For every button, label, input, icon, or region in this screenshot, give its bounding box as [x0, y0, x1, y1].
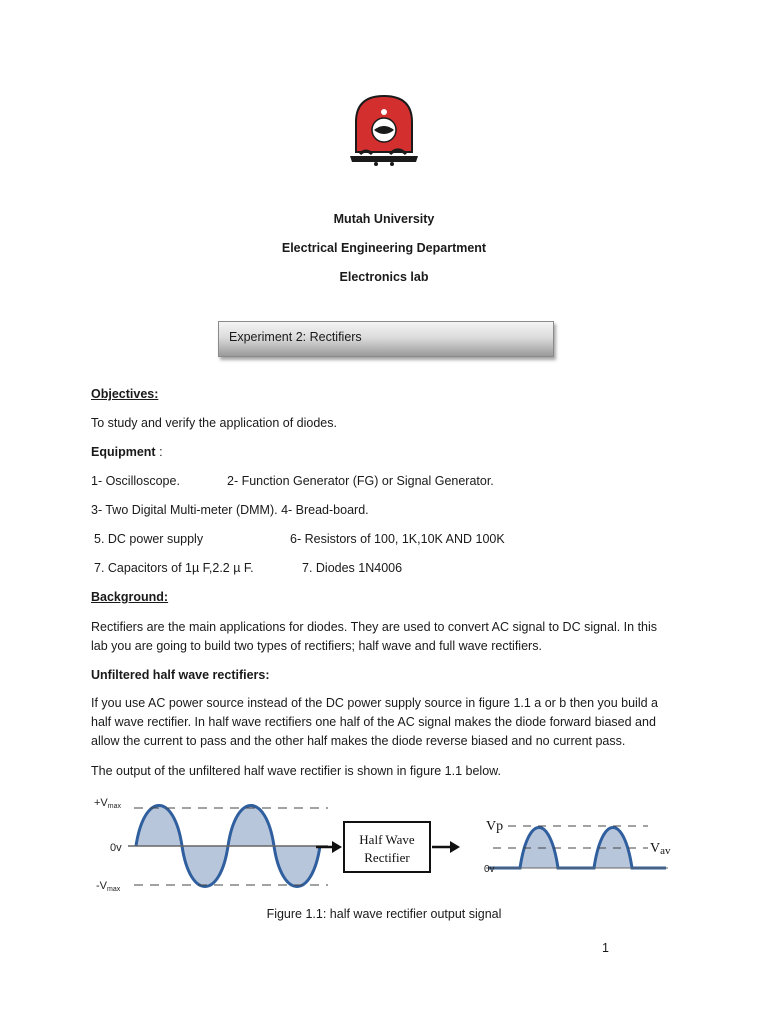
page-number: 1 — [602, 941, 609, 955]
university-name: Mutah University — [333, 212, 435, 226]
output-zero-label: 0v — [484, 864, 495, 875]
unfiltered-para-line-3: allow the current to pass and the other half makes the diode reverse biased and no current pass. — [91, 734, 626, 748]
block-label-line-2: Rectifier — [364, 850, 410, 865]
unfiltered-heading: Unfiltered half wave rectifiers: — [91, 668, 270, 682]
vmax-neg-label: -Vmax — [96, 880, 121, 893]
equipment-row-2-left: 3- Two Digital Multi-meter (DMM). 4- Bread-board. — [91, 503, 369, 517]
equipment-heading: Equipment — [91, 445, 156, 459]
vmax-pos-label: +Vmax — [94, 797, 121, 810]
input-sine-wave — [128, 806, 328, 887]
background-para-line-1: Rectifiers are the main applications for diodes. They are used to convert AC signal to DC signal. In this — [91, 620, 658, 634]
vav-label: Vav — [650, 841, 671, 857]
output-half-wave — [486, 826, 668, 868]
lab-name: Electronics lab — [339, 270, 429, 284]
equipment-row-4-left: 7. Capacitors of 1µ F,2.2 µ F. — [94, 561, 254, 575]
block-label-line-1: Half Wave — [359, 832, 415, 847]
experiment-title: Experiment 2: Rectifiers — [229, 330, 362, 344]
half-wave-figure — [88, 792, 688, 897]
equipment-colon: : — [159, 445, 163, 459]
logo-emblem-icon — [346, 92, 422, 170]
equipment-row-3-right: 6- Resistors of 100, 1K,10K AND 100K — [290, 532, 505, 546]
equipment-row-4-right: 7. Diodes 1N4006 — [302, 561, 403, 575]
objectives-heading: Objectives: — [91, 387, 159, 401]
university-logo — [346, 92, 422, 170]
background-para-line-2: lab you are going to build two types of rectifiers; half wave and full wave rectifiers. — [91, 639, 542, 653]
vp-label: Vp — [486, 819, 504, 834]
equipment-row-1-left: 1- Oscilloscope. — [91, 474, 180, 488]
objectives-text: To study and verify the application of diodes. — [91, 416, 337, 430]
figure-caption: Figure 1.1: half wave rectifier output signal — [266, 907, 502, 921]
unfiltered-para-line-1: If you use AC power source instead of the DC power supply source in figure 1.1 a or b then you build a — [91, 696, 658, 710]
unfiltered-para-2: The output of the unfiltered half wave rectifier is shown in figure 1.1 below. — [91, 764, 501, 778]
unfiltered-para-line-2: half wave rectifier. In half wave rectifiers one half of the AC signal makes the diode forward biased and — [91, 715, 656, 729]
experiment-title-box — [218, 321, 554, 357]
arrow-right-icon — [432, 841, 460, 853]
equipment-row-1-right: 2- Function Generator (FG) or Signal Generator. — [227, 474, 494, 488]
input-zero-label: 0v — [110, 842, 122, 854]
department-name: Electrical Engineering Department — [281, 241, 487, 255]
equipment-heading-line — [91, 445, 163, 459]
background-heading: Background: — [91, 590, 169, 604]
equipment-row-3-left: 5. DC power supply — [94, 532, 204, 546]
half-wave-diagram — [88, 792, 688, 897]
